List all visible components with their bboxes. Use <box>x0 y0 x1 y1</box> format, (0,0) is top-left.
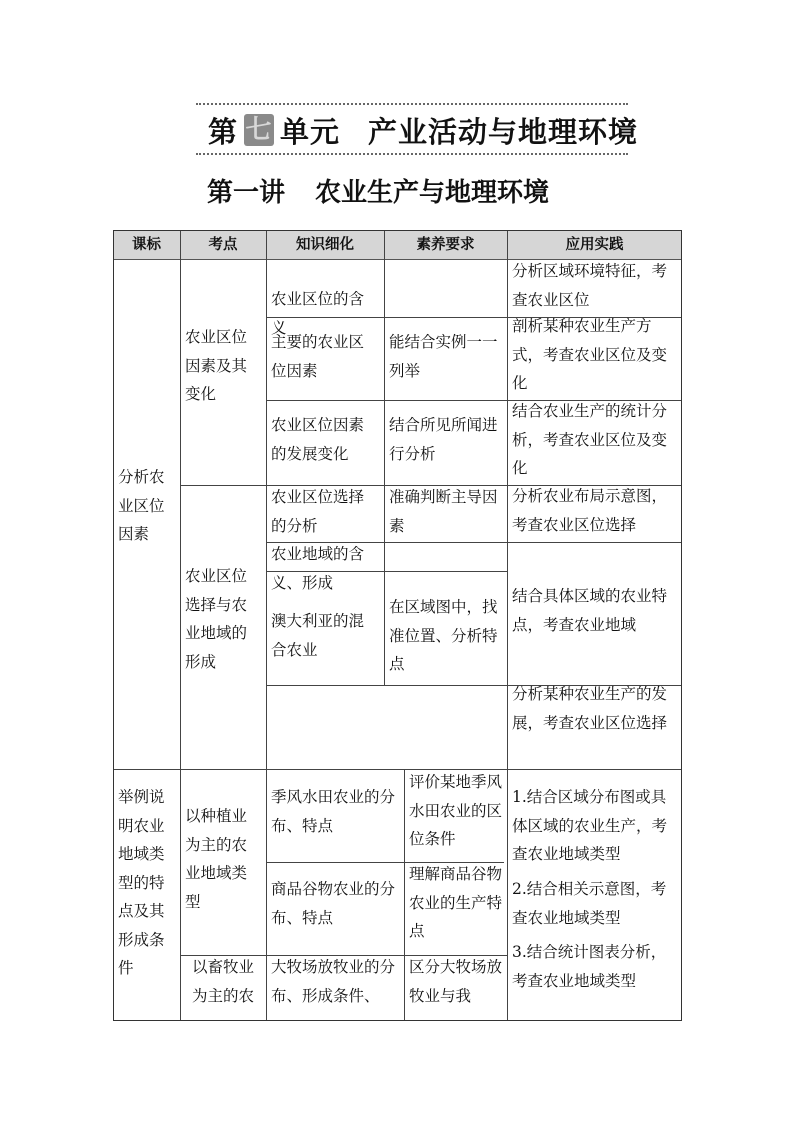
unit-subtitle: 产业活动与地理环境 <box>368 114 639 149</box>
unit-number-badge: 七 <box>245 115 273 145</box>
kaodian-cell: 以畜牧业为主的农 <box>191 958 254 1005</box>
zhishi-cell: 农业地域的含义、形成 <box>271 545 365 592</box>
yingyong-cell: 结合农业生产的统计分析，考查农业区位及变化 <box>512 402 668 477</box>
lecture-title <box>207 172 549 209</box>
dotted-rule-top <box>196 103 628 105</box>
kaodian-cell: 农业区位因素及其变化 <box>185 328 248 403</box>
header-suyang: 素养要求 <box>416 236 475 253</box>
outline-table <box>113 230 682 1021</box>
suyang-cell: 在区域图中，找准位置、分析特点 <box>389 598 498 673</box>
zhishi-cell: 主要的农业区位因素 <box>271 333 365 380</box>
suyang-cell: 评价某地季风水田农业的区位条件 <box>409 773 503 848</box>
zhishi-cell: 季风水田农业的分布、特点 <box>271 788 396 835</box>
biaozhun-cell: 举例说明农业地域类型的特点及其形成条件 <box>118 788 165 977</box>
zhishi-cell: 商品谷物农业的分布、特点 <box>271 880 396 927</box>
kaodian-cell: 农业区位选择与农业地域的形成 <box>185 567 248 671</box>
suyang-cell: 能结合实例一一列举 <box>389 333 498 380</box>
header-yingyong: 应用实践 <box>565 236 624 253</box>
lecture-number: 第一讲 <box>207 178 286 208</box>
biaozhun-cell: 分析农业区位因素 <box>118 468 165 543</box>
zhishi-cell: 农业区位选择的分析 <box>271 488 365 535</box>
yingyong-cell: 剖析某种农业生产方式，考查农业区位及变化 <box>512 317 668 392</box>
header-zhishi: 知识细化 <box>296 236 354 253</box>
zhishi-cell: 澳大利亚的混合农业 <box>271 612 365 659</box>
suyang-cell: 准确判断主导因素 <box>389 488 498 535</box>
yingyong-cell: 1.结合区域分布图或具体区域的农业生产，考查农业地域类型 <box>512 788 668 863</box>
suyang-cell: 区分大牧场放牧业与我 <box>409 958 503 1005</box>
lecture-name: 农业生产与地理环境 <box>315 178 550 208</box>
yingyong-cell: 分析农业布局示意图，考查农业区位选择 <box>512 487 668 534</box>
unit-label: 单元 <box>280 114 341 149</box>
zhishi-cell: 农业区位的含义 <box>271 290 365 337</box>
unit-header <box>196 103 639 157</box>
zhishi-cell: 农业区位因素的发展变化 <box>271 416 365 463</box>
yingyong-cell: 结合具体区域的农业特点，考查农业地域 <box>512 587 668 634</box>
dotted-rule-bottom <box>196 153 628 155</box>
yingyong-cell: 分析某种农业生产的发展，考查农业区位选择 <box>512 685 668 732</box>
header-biaozhun: 课标 <box>132 236 161 253</box>
unit-prefix: 第 <box>208 114 239 149</box>
header-kaodian: 考点 <box>208 236 238 253</box>
yingyong-cell: 3.结合统计图表分析，考查农业地域类型 <box>512 943 667 990</box>
unit-title <box>208 111 638 149</box>
suyang-cell: 理解商品谷物农业的生产特点 <box>409 865 503 940</box>
zhishi-cell: 大牧场放牧业的分布、形成条件、 <box>271 958 396 1005</box>
yingyong-cell: 分析区域环境特征，考查农业区位 <box>512 262 668 309</box>
yingyong-cell: 2.结合相关示意图，考查农业地域类型 <box>512 880 667 927</box>
kaodian-cell: 以种植业为主的农业地域类型 <box>185 807 248 911</box>
suyang-cell: 结合所见所闻进行分析 <box>389 416 498 463</box>
